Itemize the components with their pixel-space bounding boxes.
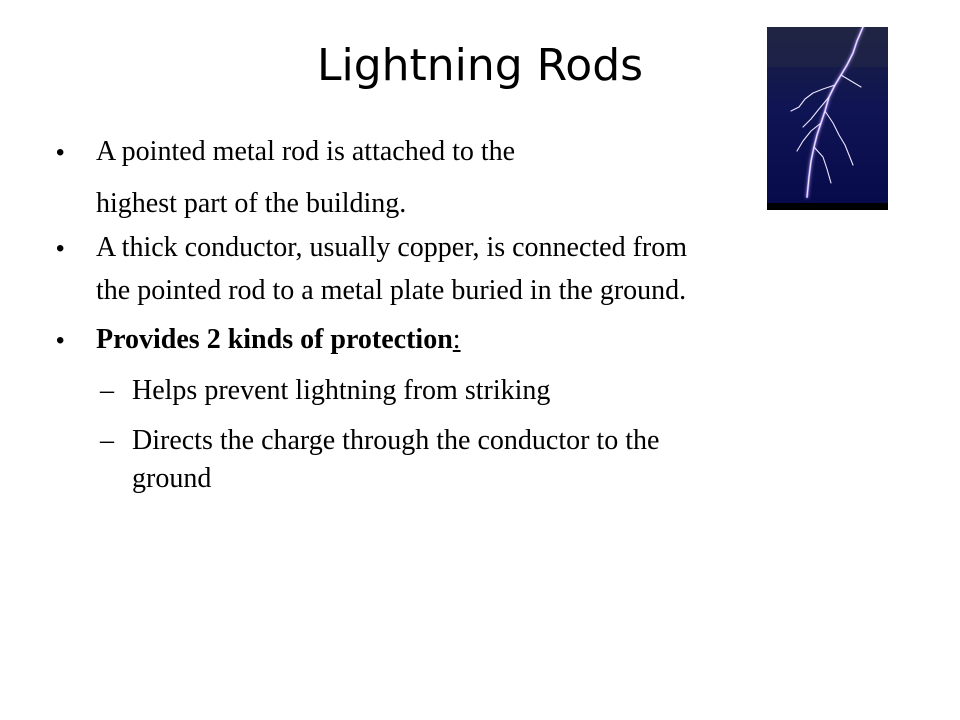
sub-bullet-2-line-2: ground xyxy=(132,463,212,494)
dash-marker: – xyxy=(100,425,114,456)
dash-marker: – xyxy=(100,375,114,406)
bullet-3-text xyxy=(96,322,461,358)
bullet-2-line-2: the pointed rod to a metal plate buried in the ground. xyxy=(96,275,687,306)
bullet-marker: • xyxy=(56,139,65,166)
bullet-1-line-2: highest part of the building. xyxy=(96,188,407,219)
bullet-2-line-1: A thick conductor, usually copper, is connected from xyxy=(96,232,688,263)
sub-bullet-2-line-1: Directs the charge through the conductor to the xyxy=(132,425,660,456)
bullet-3-colon: : xyxy=(452,324,461,355)
bullet-marker: • xyxy=(56,327,65,354)
bullet-marker: • xyxy=(56,235,65,262)
slide-title: Lightning Rods xyxy=(316,40,644,91)
bullet-3-bold: Provides 2 kinds of protection xyxy=(96,324,453,355)
sub-bullet-1-text: Helps prevent lightning from striking xyxy=(132,375,551,406)
bullet-1-line-1: A pointed metal rod is attached to the xyxy=(96,136,516,167)
lightning-photo xyxy=(767,27,888,210)
